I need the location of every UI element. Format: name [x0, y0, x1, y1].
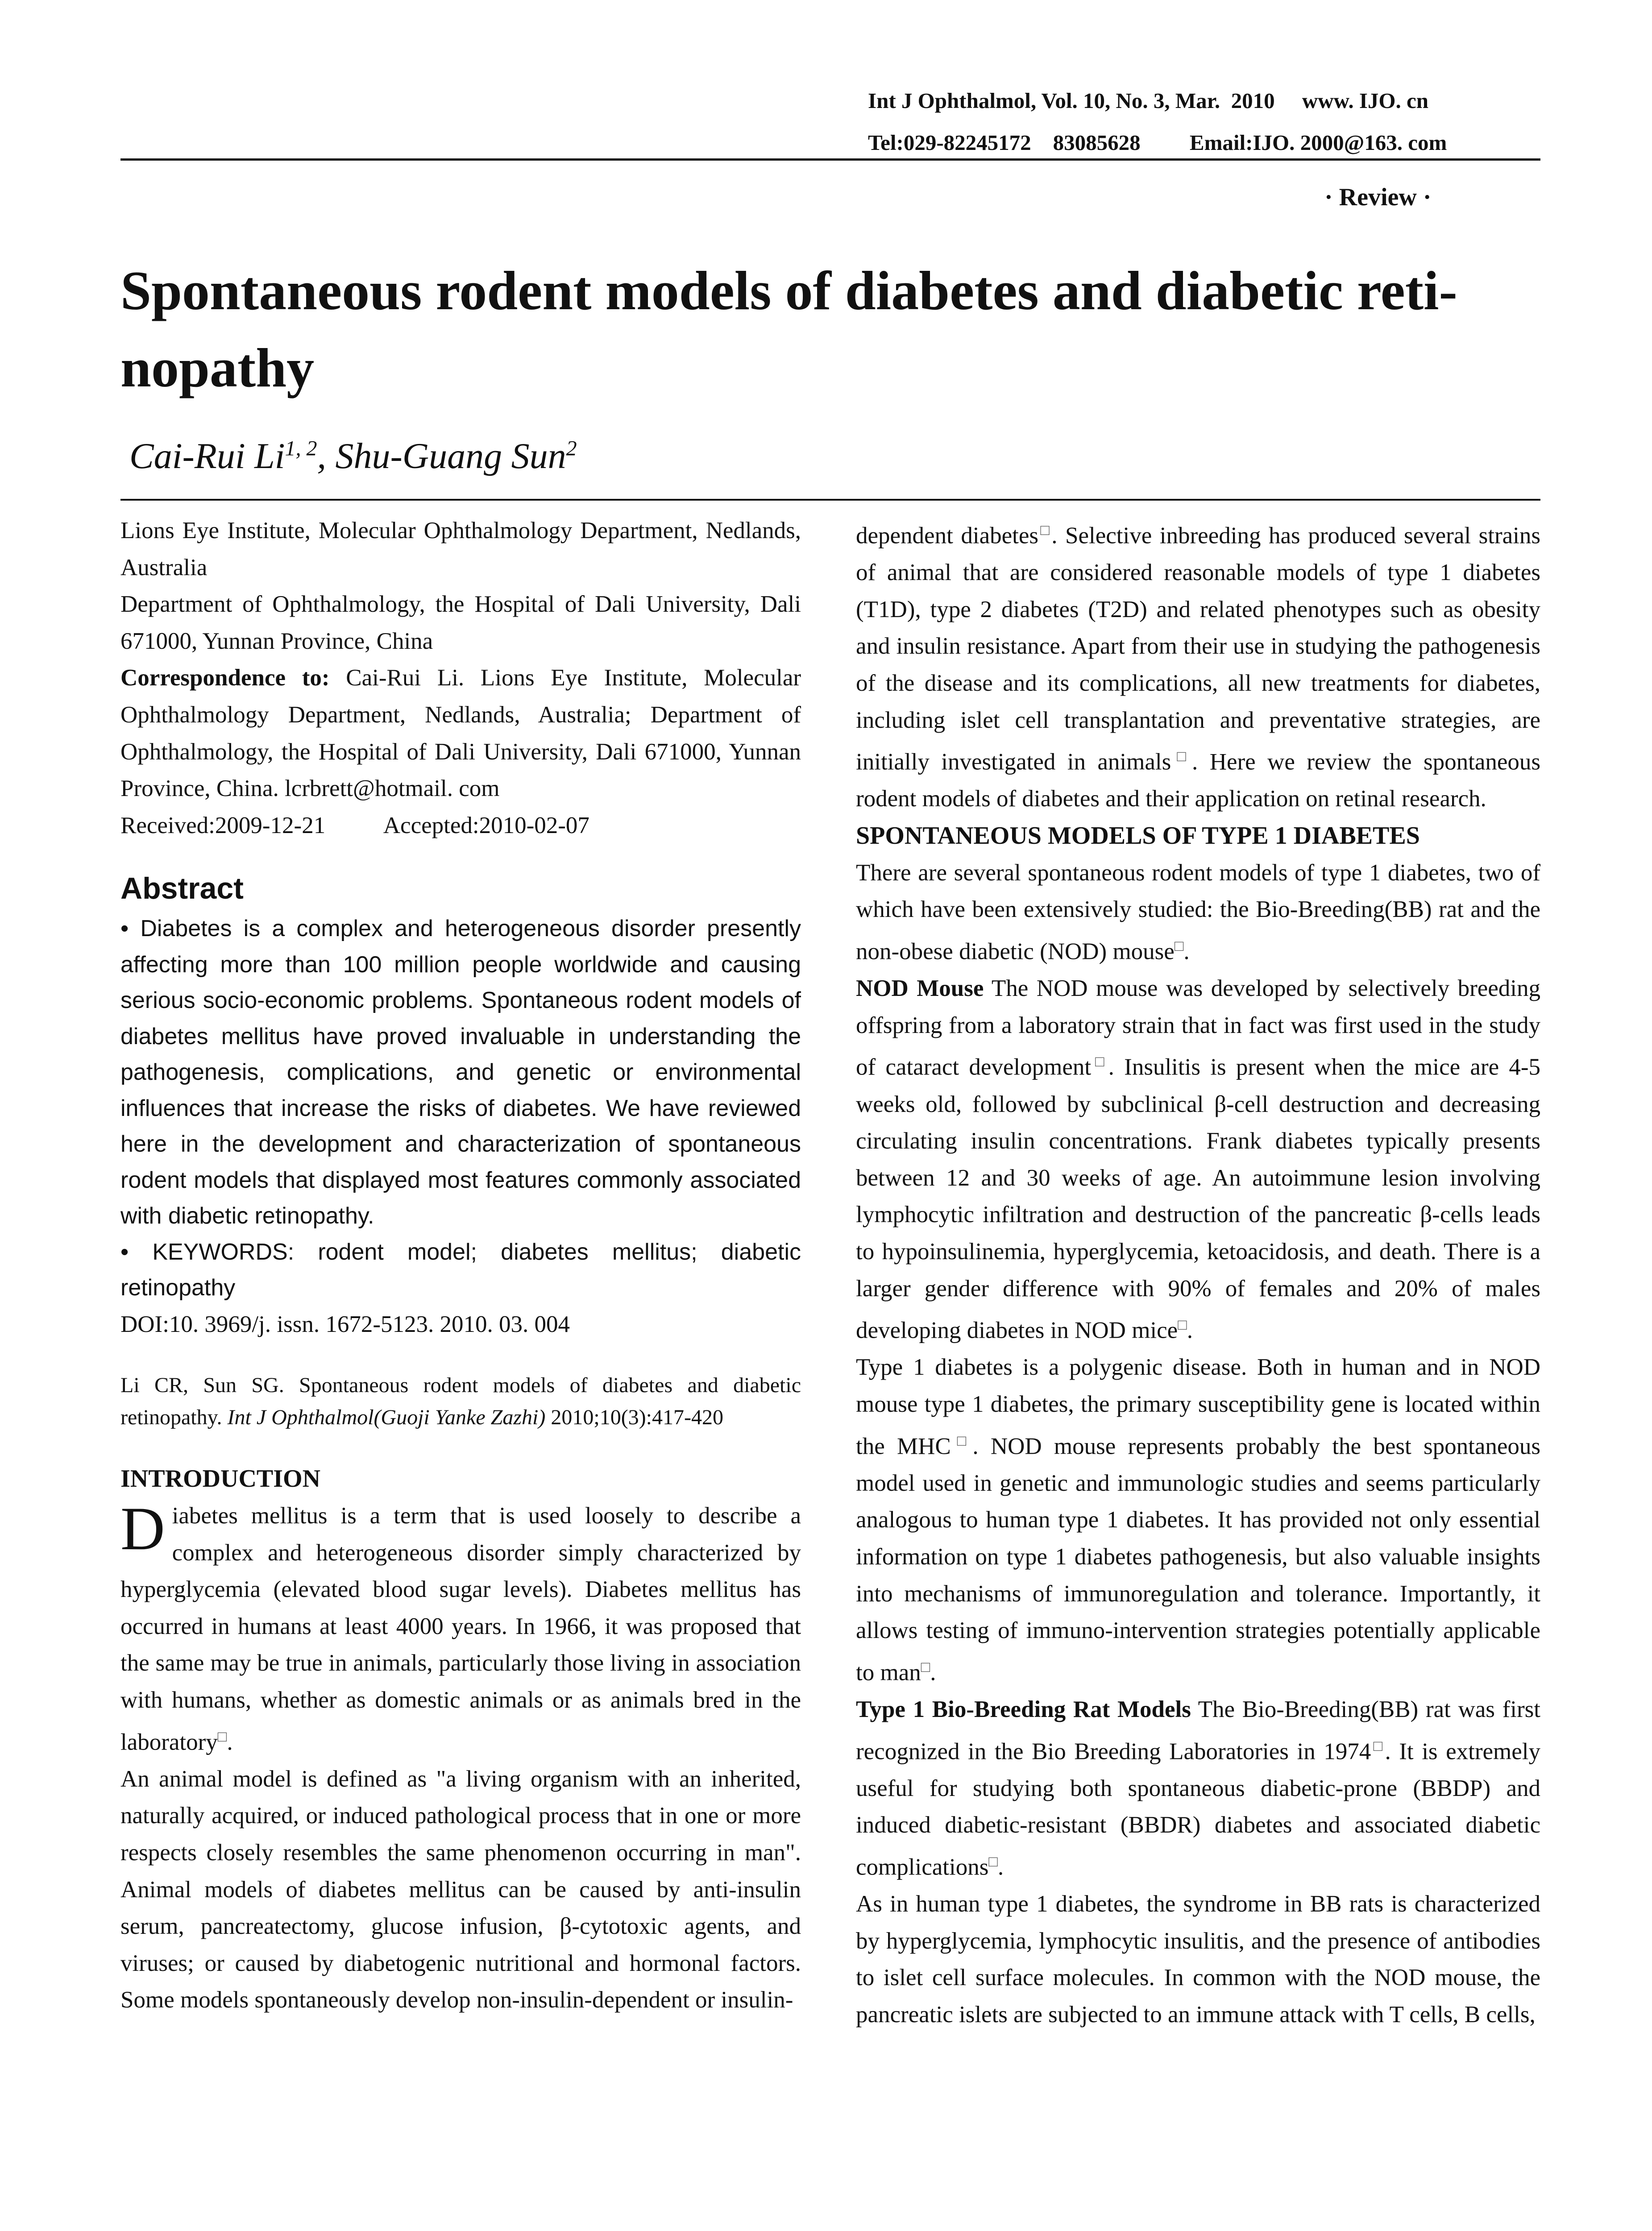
continued-paragraph [856, 512, 1540, 817]
nod-mouse-label: NOD Mouse [856, 975, 984, 1002]
author-separator: , [317, 435, 336, 476]
author-2: Shu-Guang Sun [335, 435, 566, 476]
ref-marker: □ [1174, 937, 1184, 954]
citation [120, 1369, 801, 1434]
contact-header: Tel:029-82245172 83085628 Email:IJO. 2000@163. com [868, 130, 1447, 155]
poly-para-end: . [930, 1659, 936, 1686]
author-1: Cai-Rui Li [129, 435, 285, 476]
drop-cap: D [120, 1494, 165, 1563]
ref-marker: □ [1038, 522, 1052, 539]
abstract-heading: Abstract [120, 871, 244, 906]
bb-rat-para-2: As in human type 1 diabetes, the syndrome in BB rats is characterized by hyperglycemia, lymphocytic insulitis, and the presence of antibodies to islet cell surface molecules. In common with the NOD mouse, the pancreatic islets are subjected to an immune attack with T cells, B cells, [856, 1891, 1540, 2028]
introduction-para-2: An animal model is defined as "a living organism with an inherited, naturally acquired, or induced pathological process that in one or more respects closely resembles the same phenomenon occurring in man". Animal models of diabetes mellitus can be caused by anti-insulin serum, pancreatectomy, glucose infusion, β-cytotoxic agents, and viruses; or caused by diabetogenic nutritional and hormonal factors. Some models spontaneously develop non-insulin-dependent or insulin- [120, 1766, 801, 2013]
poly-para-middle: . NOD mouse represents probably the best spontaneous model used in genetic and immunologic studies and seems particularly analogous to human type 1 diabetes. It has provided not only essential information on type 1 diabetes pathogenesis, but also valuable insights into mechanisms of immunoregulation and tolerance. Importantly, it allows testing of immuno-intervention strategies potentially applicable to man [856, 1433, 1540, 1686]
article-title-line2: nopathy [120, 337, 315, 398]
keywords: • KEYWORDS: rodent model; diabetes mellitus; diabetic retinopathy [120, 1239, 801, 1301]
author-1-affiliation: 1, 2 [285, 436, 317, 460]
article-title-line1: Spontaneous rodent models of diabetes and diabetic reti- [120, 260, 1457, 321]
intro-para-1-end: . [227, 1729, 233, 1755]
bb-rat-label: Type 1 Bio-Breeding Rat Models [856, 1696, 1191, 1722]
right-column [856, 512, 1540, 2033]
section-tag: · Review · [1324, 183, 1432, 211]
nod-para-middle: . Insulitis is present when the mice are 4-5 weeks old, followed by subclinical β-cell destruction and decreasing circulating insulin concentrations. Frank diabetes typically presents between 12 and 30 weeks of age. An autoimmune lesion involving lymphocytic infiltration and destruction of the pancreatic β-cells leads to hypoinsulinemia, hyperglycemia, ketoacidosis, and death. There is a larger gender difference with 90% of females and 20% of males developing diabetes in NOD mice [856, 1054, 1541, 1344]
introduction-heading: INTRODUCTION [120, 1465, 321, 1493]
journal-header: Int J Ophthalmol, Vol. 10, No. 3, Mar. 2010 www. IJO. cn [868, 88, 1429, 113]
citation-journal: Int J Ophthalmol(Guoji Yanke Zazhi) [227, 1406, 546, 1430]
type1-intro-para [856, 854, 1540, 970]
nod-para-end: . [1187, 1317, 1193, 1344]
correspondence [120, 659, 801, 807]
cont-para-middle: . Selective inbreeding has produced several strains of animal that are considered reasonable models of type 1 diabetes (T1D), type 2 diabetes (T2D) and related phenotypes such as obesity and insulin resistance. Apart from their use in studying the pathogenesis of the disease and its complications, all new treatments for diabetes, including islet cell transplantation and preventative strategies, are initially investigated in animals [856, 523, 1540, 775]
abstract-body: • Diabetes is a complex and heterogeneous disorder presently affecting more than 100 million people worldwide and causing serious socio-economic problems. Spontaneous rodent models of diabetes mellitus have proved invaluable in understanding the pathogenesis, complications, and genetic or environmental influences that increase the risks of diabetes. We have reviewed here in the development and characterization of spontaneous rodent models that displayed most features commonly associated with diabetic retinopathy. [120, 916, 801, 1229]
ref-marker: □ [1371, 1738, 1385, 1754]
bb-rat-para [856, 1691, 1540, 1886]
ref-marker: □ [217, 1728, 227, 1745]
nod-mouse-para [856, 970, 1540, 1349]
authors [129, 435, 577, 477]
left-column [120, 512, 801, 2019]
received-accepted: Received:2009-12-21 Accepted:2010-02-07 [120, 812, 589, 838]
type1-para-end: . [1183, 938, 1190, 965]
bb-para-end: . [997, 1854, 1004, 1880]
type1-para-text: There are several spontaneous rodent models of type 1 diabetes, two of which have been extensively studied: the Bio-Breeding(BB) rat and the non-obese diabetic (NOD) mouse [856, 859, 1540, 965]
cont-para-start: dependent diabetes [856, 523, 1039, 549]
ref-marker: □ [951, 1432, 973, 1449]
polygenic-para [856, 1349, 1540, 1691]
correspondence-text: Cai-Rui Li. Lions Eye Institute, Molecular Ophthalmology Department, Nedlands, Australia; Department of Ophthalmology, the Hospital of Dali University, Dali 671000, Yunnan Province, China. lcrbrett@hotmail. com [120, 665, 801, 802]
nod-para-start: The NOD mouse was developed by selectively breeding offspring from a laboratory strain that in fact was first used in the study of cataract development [856, 975, 1540, 1080]
author-2-affiliation: 2 [566, 436, 577, 460]
ref-marker: □ [1171, 748, 1192, 765]
citation-volume: 2010;10(3):417-420 [545, 1406, 723, 1430]
citation-text: Li CR, Sun SG. Spontaneous rodent models of diabetes and diabetic retinopathy. [120, 1373, 801, 1430]
doi: DOI:10. 3969/j. issn. 1672-5123. 2010. 03. 004 [120, 1311, 570, 1337]
introduction-para-1 [120, 1494, 801, 1761]
poly-para-start: Type 1 diabetes is a polygenic disease. Both in human and in NOD mouse type 1 diabetes, the primary susceptibility gene is located within the MHC [856, 1354, 1540, 1460]
bb-para-start: The Bio-Breeding(BB) rat was first recognized in the Bio Breeding Laboratories in 1974 [856, 1696, 1540, 1765]
correspondence-label: Correspondence to: [120, 665, 330, 691]
intro-para-1-text: iabetes mellitus is a term that is used loosely to describe a complex and heterogeneous disorder simply characterized by hyperglycemia (elevated blood sugar levels). Diabetes mellitus has occurred in humans at least 4000 years. In 1966, it was proposed that the same may be true in animals, particularly those living in association with humans, whether as domestic animals or as animals bred in the laboratory [120, 1503, 801, 1755]
header-rule [120, 158, 1540, 161]
cont-para-end: . Here we review the spontaneous rodent models of diabetes and their application on retinal research. [856, 749, 1540, 812]
ref-marker: □ [921, 1659, 930, 1675]
author-rule [120, 499, 1540, 501]
ref-marker: □ [988, 1854, 998, 1870]
affiliation-2: Department of Ophthalmology, the Hospital of Dali University, Dali 671000, Yunnan Province, China [120, 591, 801, 654]
bb-para-middle: . It is extremely useful for studying both spontaneous diabetic-prone (BBDP) and induced diabetic-resistant (BBDR) diabetes and associated diabetic complications [856, 1738, 1541, 1880]
ref-marker: □ [1091, 1053, 1108, 1070]
ref-marker: □ [1178, 1317, 1187, 1334]
affiliation-1: Lions Eye Institute, Molecular Ophthalmology Department, Nedlands, Australia [120, 518, 801, 581]
type1-heading: SPONTANEOUS MODELS OF TYPE 1 DIABETES [856, 822, 1420, 850]
